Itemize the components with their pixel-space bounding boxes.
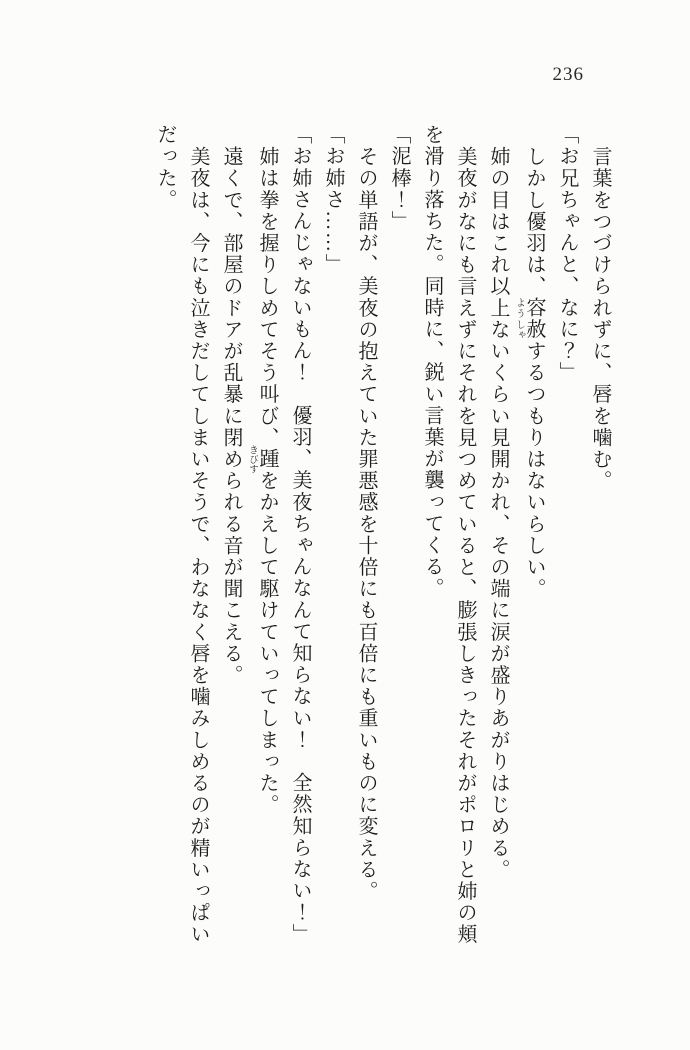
text-line (514, 124, 550, 956)
text-segment: 美夜は、今にも泣きだしてしまいそうで、わななく唇を噛みしめるのが精いっぱい (187, 145, 209, 945)
text-segment: をかえして駆けていってしまった。 (256, 469, 278, 816)
page-number: 236 (552, 64, 584, 85)
text-line (283, 124, 316, 956)
text-segment: 「お姉さんじゃないもん！ 優羽、美夜ちゃんなんて知らない！ 全然知らない！」 (289, 124, 311, 945)
furigana-annotated-word: 踵きびす (247, 444, 278, 474)
text-segment: 美夜がなにも言えずにそれを見つめていると、膨張しきったそれがポロリと姉の頬 (454, 145, 476, 945)
text-segment: 姉は拳を握りしめてそう叫び、 (256, 145, 278, 448)
text-segment: 言葉をつづけられずに、唇を噛む。 (589, 145, 611, 492)
text-line (481, 124, 514, 956)
text-line (550, 124, 583, 956)
text-line (316, 124, 349, 956)
text-line (448, 124, 481, 956)
text-segment: 「泥棒！」 (388, 124, 410, 232)
text-block (148, 124, 616, 956)
text-line (148, 124, 181, 956)
text-segment: 「お姉さ……」 (322, 124, 344, 276)
furigana-text: ようしゃ (514, 296, 524, 340)
text-line (214, 124, 247, 956)
text-line (247, 124, 283, 956)
text-segment: 「お兄ちゃんと、なに？」 (556, 124, 578, 384)
text-segment: 姉の目はこれ以上ないくらい見開かれ、その端に涙が盛りあがりはじめる。 (487, 145, 509, 880)
text-segment: その単語が、美夜の抱えていた罪悪感を十倍にも百倍にも重いものに変える。 (355, 145, 377, 902)
text-segment: だった。 (154, 124, 176, 211)
text-line (583, 124, 616, 956)
text-segment: しかし優羽は、 (523, 145, 545, 297)
text-line (382, 124, 415, 956)
furigana-annotated-word: 容赦ようしゃ (514, 296, 545, 340)
text-segment: するつもりはないらしい。 (523, 340, 545, 600)
furigana-text: きびす (247, 444, 257, 474)
text-line (181, 124, 214, 956)
text-segment: 遠くで、部屋のドアが乱暴に閉められる音が聞こえる。 (220, 145, 242, 686)
text-line (415, 124, 448, 956)
text-segment: を滑り落ちた。同時に、鋭い言葉が襲ってくる。 (421, 124, 443, 600)
text-line (349, 124, 382, 956)
